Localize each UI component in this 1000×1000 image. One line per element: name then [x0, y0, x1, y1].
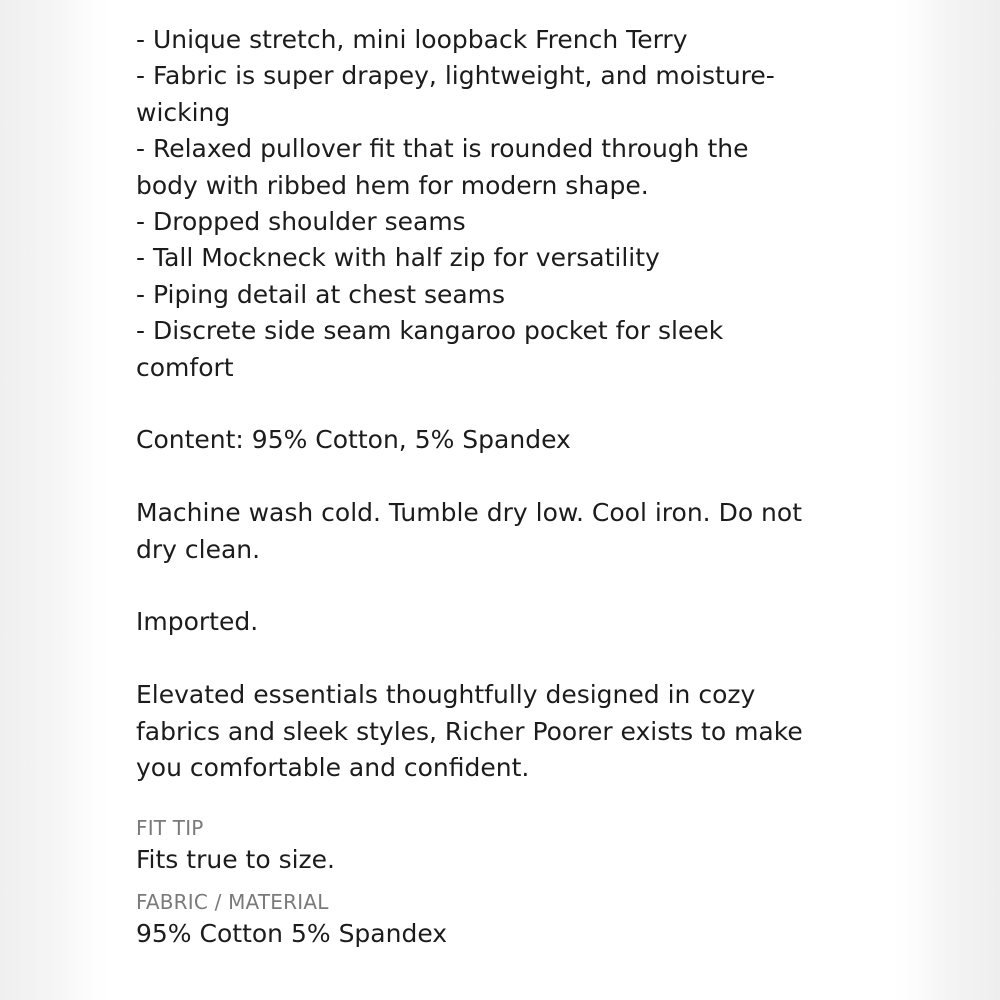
feature-line: wicking	[136, 97, 231, 127]
feature-line: - Tall Mockneck with half zip for versatility	[136, 243, 660, 273]
feature-line: - Discrete side seam kangaroo pocket for sleek	[136, 316, 724, 346]
origin-text: Imported.	[136, 607, 259, 637]
feature-line: - Fabric is super drapey, lightweight, and moisture-	[136, 61, 775, 91]
paragraph-gap	[136, 386, 856, 422]
care-line: dry clean.	[136, 534, 261, 564]
paragraph-gap	[136, 641, 856, 677]
feature-line: - Piping detail at chest seams	[136, 279, 506, 309]
feature-list	[136, 22, 856, 386]
paragraph-gap	[136, 459, 856, 495]
brand-blurb-line: Elevated essentials thoughtfully designed in cozy	[136, 680, 756, 710]
feature-line: body with ribbed hem for modern shape.	[136, 170, 649, 200]
paragraph-gap	[136, 568, 856, 604]
feature-line: - Dropped shoulder seams	[136, 207, 466, 237]
fit-tip-label: FIT TIP	[136, 816, 204, 841]
content-composition: Content: 95% Cotton, 5% Spandex	[136, 425, 571, 455]
product-description	[136, 22, 856, 952]
feature-line: - Unique stretch, mini loopback French Terry	[136, 25, 688, 54]
fabric-material-label: FABRIC / MATERIAL	[136, 890, 329, 915]
fit-tip-value: Fits true to size.	[136, 845, 335, 875]
brand-blurb-line: you comfortable and confident.	[136, 753, 530, 783]
fabric-material-value: 95% Cotton 5% Spandex	[136, 919, 448, 949]
feature-line: comfort	[136, 352, 234, 382]
feature-line: - Relaxed pullover fit that is rounded through the	[136, 134, 749, 164]
care-line: Machine wash cold. Tumble dry low. Cool iron. Do not	[136, 498, 803, 528]
care-instructions	[136, 495, 856, 568]
brand-blurb-line: fabrics and sleek styles, Richer Poorer exists to make	[136, 716, 803, 746]
brand-blurb	[136, 677, 856, 786]
